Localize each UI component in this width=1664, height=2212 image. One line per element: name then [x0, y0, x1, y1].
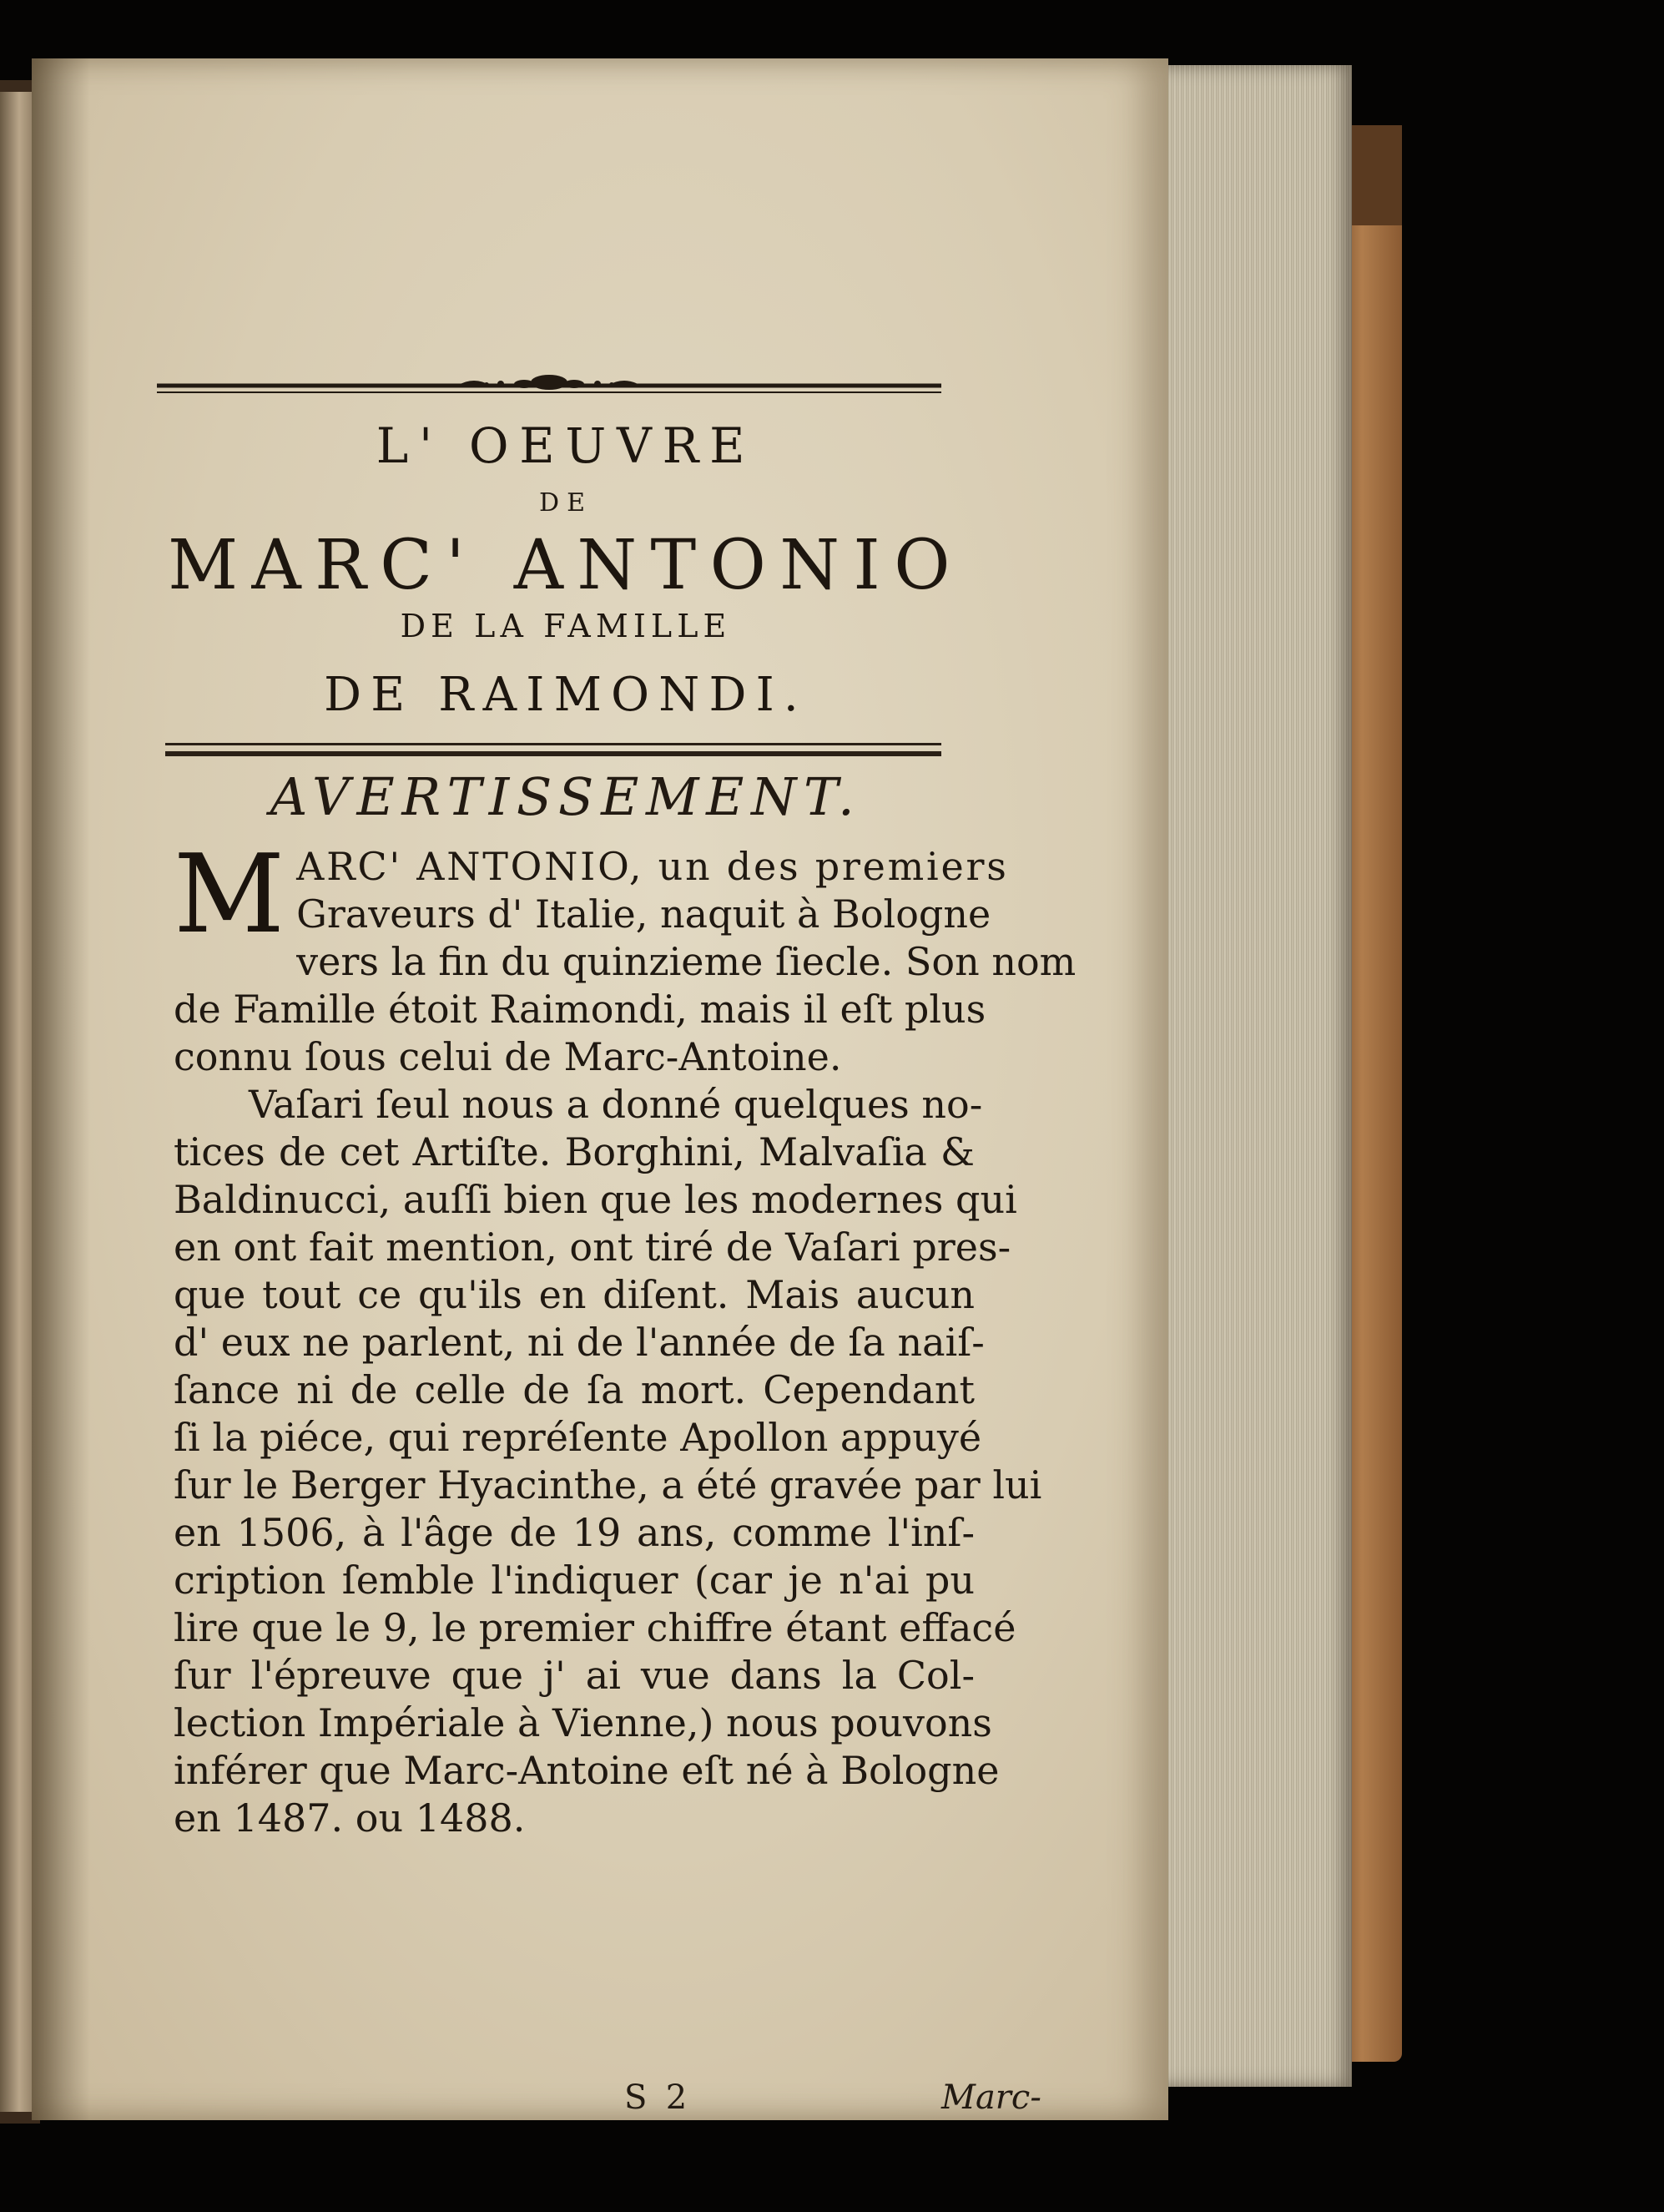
body-line: connu ſous celui de Marc-Antoine. — [174, 1034, 842, 1079]
title-line-3: MARC' ANTONIO — [168, 526, 964, 605]
body-line: cription ſemble l'indiquer (car je n'ai pu — [174, 1558, 975, 1603]
signature-mark: S 2 — [624, 2078, 691, 2117]
body-line: lection Impériale à Vienne,) nous pouvons — [174, 1700, 992, 1745]
body-text — [174, 831, 1077, 1842]
body-line: ARC' ANTONIO, un des premiers — [296, 844, 1009, 889]
body-line: vers la fin du quinzieme ſiecle. Son nom — [296, 939, 1077, 984]
body-line: inférer que Marc-Antoine eſt né à Bologne — [174, 1748, 1000, 1793]
body-line: Graveurs d' Italie, naquit à Bologne — [296, 891, 991, 937]
catchword: Marc- — [941, 2078, 1041, 2117]
body-line: en 1487. ou 1488. — [174, 1795, 526, 1841]
body-line: ſi la piéce, qui repréſente Apollon appuyé — [174, 1415, 982, 1460]
title-line-1: L' OEUVRE — [376, 417, 756, 474]
right-cover-top — [1344, 125, 1402, 225]
body-line: Vaſari ſeul nous a donné quelques no- — [249, 1082, 983, 1127]
section-heading: AVERTISSEMENT. — [270, 766, 862, 827]
body-line: ſur l'épreuve que j' ai vue dans la Col- — [174, 1653, 975, 1698]
body-line: tices de cet Artiſte. Borghini, Malvaſia & — [174, 1129, 975, 1174]
body-line: ſance ni de celle de ſa mort. Cependant — [174, 1367, 975, 1412]
body-line: que tout ce qu'ils en diſent. Mais aucun — [174, 1272, 975, 1317]
divider-thick — [165, 751, 941, 756]
drop-cap: M — [174, 831, 285, 957]
body-line: Baldinucci, auſſi bien que les modernes qui — [174, 1177, 1017, 1222]
body-line: de Famille étoit Raimondi, mais il eſt plus — [174, 987, 986, 1032]
body-line: ſur le Berger Hyacinthe, a été gravée par lui — [174, 1462, 1042, 1507]
divider-thin — [165, 743, 941, 745]
body-line: d' eux ne parlent, ni de l'année de ſa naiſ- — [174, 1320, 985, 1365]
left-page-edge — [0, 92, 35, 2112]
body-line: lire que le 9, le premier chiffre étant effacé — [174, 1605, 1016, 1650]
title-line-5: DE RAIMONDI. — [324, 668, 808, 722]
body-line: en ont fait mention, ont tiré de Vaſari pres- — [174, 1225, 1011, 1270]
page-edges — [1162, 65, 1352, 2087]
gutter-shadow — [32, 58, 90, 2120]
ornament-rule — [157, 367, 941, 401]
title-line-2: DE — [539, 488, 592, 518]
title-line-4: DE LA FAMILLE — [400, 608, 732, 644]
book-page — [32, 58, 1168, 2120]
body-line: en 1506, à l'âge de 19 ans, comme l'inſ- — [174, 1510, 975, 1555]
